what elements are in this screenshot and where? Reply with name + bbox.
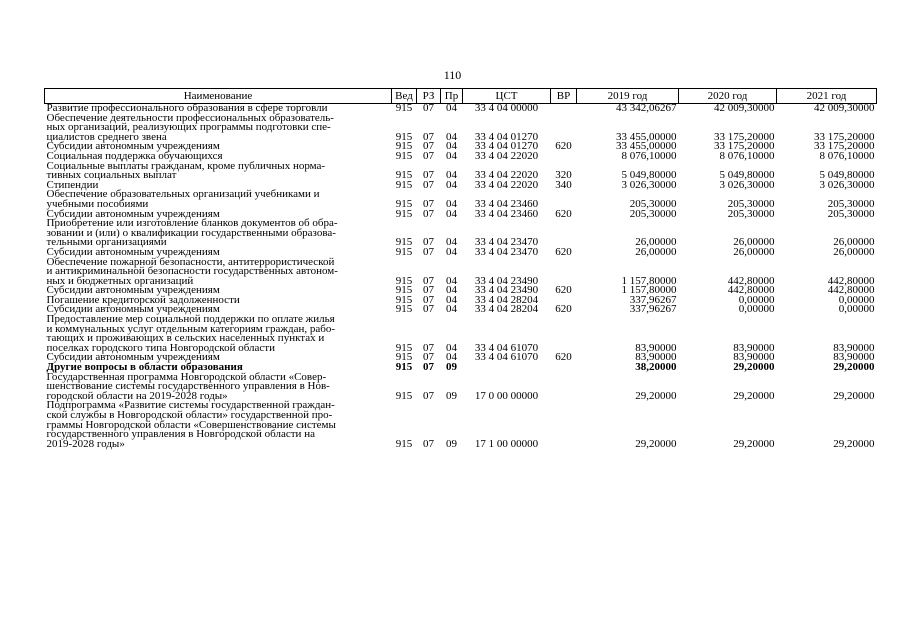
row-2020: 33 175,20000: [714, 130, 775, 143]
row-rz: 07: [423, 236, 434, 249]
row-2021: 205,30000: [827, 207, 875, 220]
row-cst: 33 4 04 22020: [474, 149, 539, 162]
row-cst: 33 4 04 00000: [474, 102, 539, 114]
row-vr: 620: [555, 245, 572, 258]
row-pr: 09: [446, 361, 457, 374]
row-2019: 29,20000: [635, 437, 677, 450]
row-ved: 915: [395, 303, 413, 316]
row-ved: 915: [395, 169, 413, 182]
row-name: Обеспечение деятельности профессиональных образователь- ных организаций, реализующих программы подготовки спе- циалистов среднего звена: [46, 111, 334, 143]
row-vr: 620: [555, 284, 572, 297]
row-pr: 04: [446, 351, 457, 364]
row-2019: 38,20000: [635, 361, 677, 374]
table-row: [45, 162, 877, 181]
row-name: Стипендии: [46, 178, 99, 191]
row-2019: 33 455,00000: [616, 130, 677, 143]
table-row: [45, 401, 877, 449]
row-2021: 3 026,30000: [819, 178, 875, 191]
row-rz: 07: [423, 130, 434, 143]
row-2019: 5 049,80000: [621, 169, 677, 182]
table-row: [45, 258, 877, 287]
row-2021: 8 076,10000: [819, 149, 875, 162]
row-2020: 29,20000: [733, 389, 775, 402]
row-vr: [551, 373, 577, 402]
row-cst: 33 4 04 01270: [474, 130, 539, 143]
row-name: Обеспечение образовательных организаций учебниками и учебными пособиями: [46, 188, 320, 210]
row-name: Социальная поддержка обучающихся: [46, 149, 223, 162]
row-rz: 07: [423, 437, 434, 450]
table-row: [45, 190, 877, 209]
row-ved: 915: [395, 284, 413, 297]
row-cst: 33 4 04 23470: [474, 236, 539, 249]
row-ved: 915: [395, 178, 413, 191]
row-rz: 07: [423, 389, 434, 402]
row-rz: 07: [423, 149, 434, 162]
row-2019: 337,96267: [629, 303, 677, 316]
row-rz: 07: [423, 351, 434, 364]
row-vr: [551, 152, 577, 162]
row-2021: 83,90000: [833, 351, 875, 364]
row-2019: 83,90000: [635, 341, 677, 354]
row-ved: 915: [395, 207, 413, 220]
row-vr: [551, 258, 577, 287]
row-name: Субсидии автономным учреждениям: [46, 207, 220, 220]
header-vr: ВР: [551, 89, 577, 104]
row-rz: 07: [423, 197, 434, 210]
row-2019: 43 342,06267: [616, 102, 677, 114]
row-pr: 04: [446, 341, 457, 354]
row-vr: [551, 114, 577, 143]
row-cst: 17 1 00 00000: [474, 437, 539, 450]
row-2020: 33 175,20000: [714, 140, 775, 153]
row-2019: 8 076,10000: [621, 149, 677, 162]
row-vr: 620: [555, 207, 572, 220]
row-2019: 205,30000: [629, 207, 677, 220]
row-rz: 07: [423, 245, 434, 258]
row-2019: 205,30000: [629, 197, 677, 210]
row-2020: 29,20000: [733, 361, 775, 374]
row-cst: 33 4 04 23490: [474, 284, 539, 297]
row-2021: 26,00000: [833, 245, 875, 258]
row-pr: 09: [446, 389, 457, 402]
row-pr: 04: [446, 236, 457, 249]
row-2020: 442,80000: [727, 274, 775, 287]
row-cst: 17 0 00 00000: [474, 389, 539, 402]
header-ved: Вед: [392, 89, 417, 104]
row-cst: 33 4 04 01270: [474, 140, 539, 153]
row-vr: [551, 104, 577, 114]
row-2020: 205,30000: [727, 197, 775, 210]
row-rz: 07: [423, 207, 434, 220]
row-2021: 26,00000: [833, 236, 875, 249]
row-ved: 915: [395, 140, 413, 153]
row-2020: 83,90000: [733, 351, 775, 364]
header-pr: Пр: [441, 89, 463, 104]
row-name: Субсидии автономным учреждениям: [46, 245, 220, 258]
row-ved: 915: [395, 130, 413, 143]
row-vr: 340: [555, 178, 572, 191]
row-2019: 83,90000: [635, 351, 677, 364]
row-pr: 04: [446, 207, 457, 220]
row-name: Обеспечение пожарной безопасности, антитеррористической и антикриминальной безопасности государственных автоном- ных и бюджетных организаций: [46, 255, 338, 287]
row-2020: 83,90000: [733, 341, 775, 354]
row-cst: 33 4 04 23490: [474, 274, 539, 287]
row-pr: 04: [446, 130, 457, 143]
row-2021: 205,30000: [827, 197, 875, 210]
row-pr: 09: [446, 437, 457, 450]
row-pr: 04: [446, 293, 457, 306]
header-rz: РЗ: [417, 89, 441, 104]
row-2020: 3 026,30000: [719, 178, 775, 191]
row-rz: 07: [423, 102, 434, 114]
row-2021: 0,00000: [838, 303, 875, 316]
row-ved: 915: [395, 341, 413, 354]
row-2020: 26,00000: [733, 245, 775, 258]
row-2019: 29,20000: [635, 389, 677, 402]
row-2021: 33 175,20000: [814, 130, 875, 143]
page-number: 110: [443, 68, 462, 82]
row-2020: 0,00000: [738, 303, 775, 316]
row-pr: 04: [446, 149, 457, 162]
row-2019: 3 026,30000: [621, 178, 677, 191]
row-vr: 620: [555, 351, 572, 364]
header-2019: 2019 год: [577, 89, 679, 104]
table-body: [45, 104, 877, 450]
row-vr: [551, 401, 577, 449]
row-name: Развитие профессионального образования в сфере торговли: [46, 102, 328, 114]
row-ved: 915: [395, 361, 413, 374]
row-vr: [551, 190, 577, 209]
row-rz: 07: [423, 303, 434, 316]
table-row: [45, 373, 877, 402]
row-name: Подпрограмма «Развитие системы государственной граждан- ской службы в Новгородской области» государственной про- граммы Новгородской области «Совершенствование системы государственного управления в Новгородской области на 2019-2028 годы»: [46, 399, 336, 450]
row-name: Субсидии автономным учреждениям: [46, 303, 220, 316]
row-name: Субсидии автономным учреждениям: [46, 351, 220, 364]
row-2019: 33 455,00000: [616, 140, 677, 153]
row-2020: 26,00000: [733, 236, 775, 249]
row-rz: 07: [423, 341, 434, 354]
row-rz: 07: [423, 140, 434, 153]
row-name: Государственная программа Новгородской области «Совер- шенствование системы государственного управления в Нов- городской области на 2019-2028 годы»: [46, 370, 330, 402]
row-2019: 337,96267: [629, 293, 677, 306]
row-2021: 42 009,30000: [814, 102, 875, 114]
budget-table: [44, 88, 877, 449]
row-name: Другие вопросы в области образования: [46, 361, 243, 374]
row-name: Социальные выплаты гражданам, кроме публичных норма- тивных социальных выплат: [46, 159, 326, 182]
row-rz: 07: [423, 361, 434, 374]
row-ved: 915: [395, 245, 413, 258]
row-name: Погашение кредиторской задолженности: [46, 293, 240, 306]
row-vr: [551, 219, 577, 248]
row-ved: 915: [395, 197, 413, 210]
row-2021: 33 175,20000: [814, 140, 875, 153]
row-2020: 42 009,30000: [714, 102, 775, 114]
row-name: Субсидии автономным учреждениям: [46, 140, 220, 153]
row-2021: 0,00000: [838, 293, 875, 306]
row-cst: 33 4 04 28204: [474, 293, 539, 306]
row-pr: 04: [446, 169, 457, 182]
row-name: Предоставление мер социальной поддержки по оплате жилья и коммунальных услуг отдельным категориям граждан, рабо- тающих и проживающих в сельских населенных пунктах и поселках городского типа Новгородской области: [46, 313, 336, 354]
row-rz: 07: [423, 169, 434, 182]
row-rz: 07: [423, 284, 434, 297]
row-rz: 07: [423, 178, 434, 191]
row-pr: 04: [446, 140, 457, 153]
row-vr: [551, 315, 577, 353]
row-2021: 442,80000: [827, 274, 875, 287]
row-ved: 915: [395, 293, 413, 306]
table-row: [45, 315, 877, 353]
row-2021: 29,20000: [833, 389, 875, 402]
row-vr: 620: [555, 140, 572, 153]
row-vr: 320: [555, 169, 572, 182]
row-cst: 33 4 04 61070: [474, 351, 539, 364]
header-2021: 2021 год: [777, 89, 877, 104]
row-2021: 29,20000: [833, 437, 875, 450]
row-cst: [463, 363, 551, 373]
row-pr: 04: [446, 178, 457, 191]
row-2019: 1 157,80000: [621, 274, 677, 287]
row-cst: 33 4 04 28204: [474, 303, 539, 316]
row-vr: [551, 363, 577, 373]
row-ved: 915: [395, 274, 413, 287]
row-pr: 04: [446, 303, 457, 316]
header-name: Наименование: [45, 89, 392, 104]
table-row: [45, 114, 877, 143]
row-2021: 29,20000: [833, 361, 875, 374]
row-2020: 205,30000: [727, 207, 775, 220]
row-2019: 26,00000: [635, 245, 677, 258]
row-2020: 8 076,10000: [719, 149, 775, 162]
header-2020: 2020 год: [679, 89, 777, 104]
header-cst: ЦСТ: [463, 89, 551, 104]
row-cst: 33 4 04 23470: [474, 245, 539, 258]
row-vr: 620: [555, 303, 572, 316]
row-cst: 33 4 04 61070: [474, 341, 539, 354]
row-name: Субсидии автономным учреждениям: [46, 284, 220, 297]
row-ved: 915: [395, 149, 413, 162]
row-2020: 0,00000: [738, 293, 775, 306]
row-ved: 915: [395, 236, 413, 249]
row-pr: 04: [446, 274, 457, 287]
row-ved: 915: [395, 389, 413, 402]
row-2020: 5 049,80000: [719, 169, 775, 182]
row-pr: 04: [446, 245, 457, 258]
table-row: [45, 219, 877, 248]
row-cst: 33 4 04 23460: [474, 207, 539, 220]
row-cst: 33 4 04 22020: [474, 178, 539, 191]
row-2021: 83,90000: [833, 341, 875, 354]
row-pr: 04: [446, 102, 457, 114]
row-2021: 5 049,80000: [819, 169, 875, 182]
row-ved: 915: [395, 437, 413, 450]
row-rz: 07: [423, 293, 434, 306]
row-2021: 442,80000: [827, 284, 875, 297]
row-pr: 04: [446, 284, 457, 297]
row-rz: 07: [423, 274, 434, 287]
row-ved: 915: [395, 102, 413, 114]
row-cst: 33 4 04 22020: [474, 169, 539, 182]
row-pr: 04: [446, 197, 457, 210]
row-2020: 442,80000: [727, 284, 775, 297]
row-name: Приобретение или изготовление бланков документов об обра- зовании и (или) о квалификации государственными образова- тельными организациями: [46, 217, 338, 249]
row-2020: 29,20000: [733, 437, 775, 450]
row-cst: 33 4 04 23460: [474, 197, 539, 210]
row-2019: 26,00000: [635, 236, 677, 249]
row-2019: 1 157,80000: [621, 284, 677, 297]
row-ved: 915: [395, 351, 413, 364]
